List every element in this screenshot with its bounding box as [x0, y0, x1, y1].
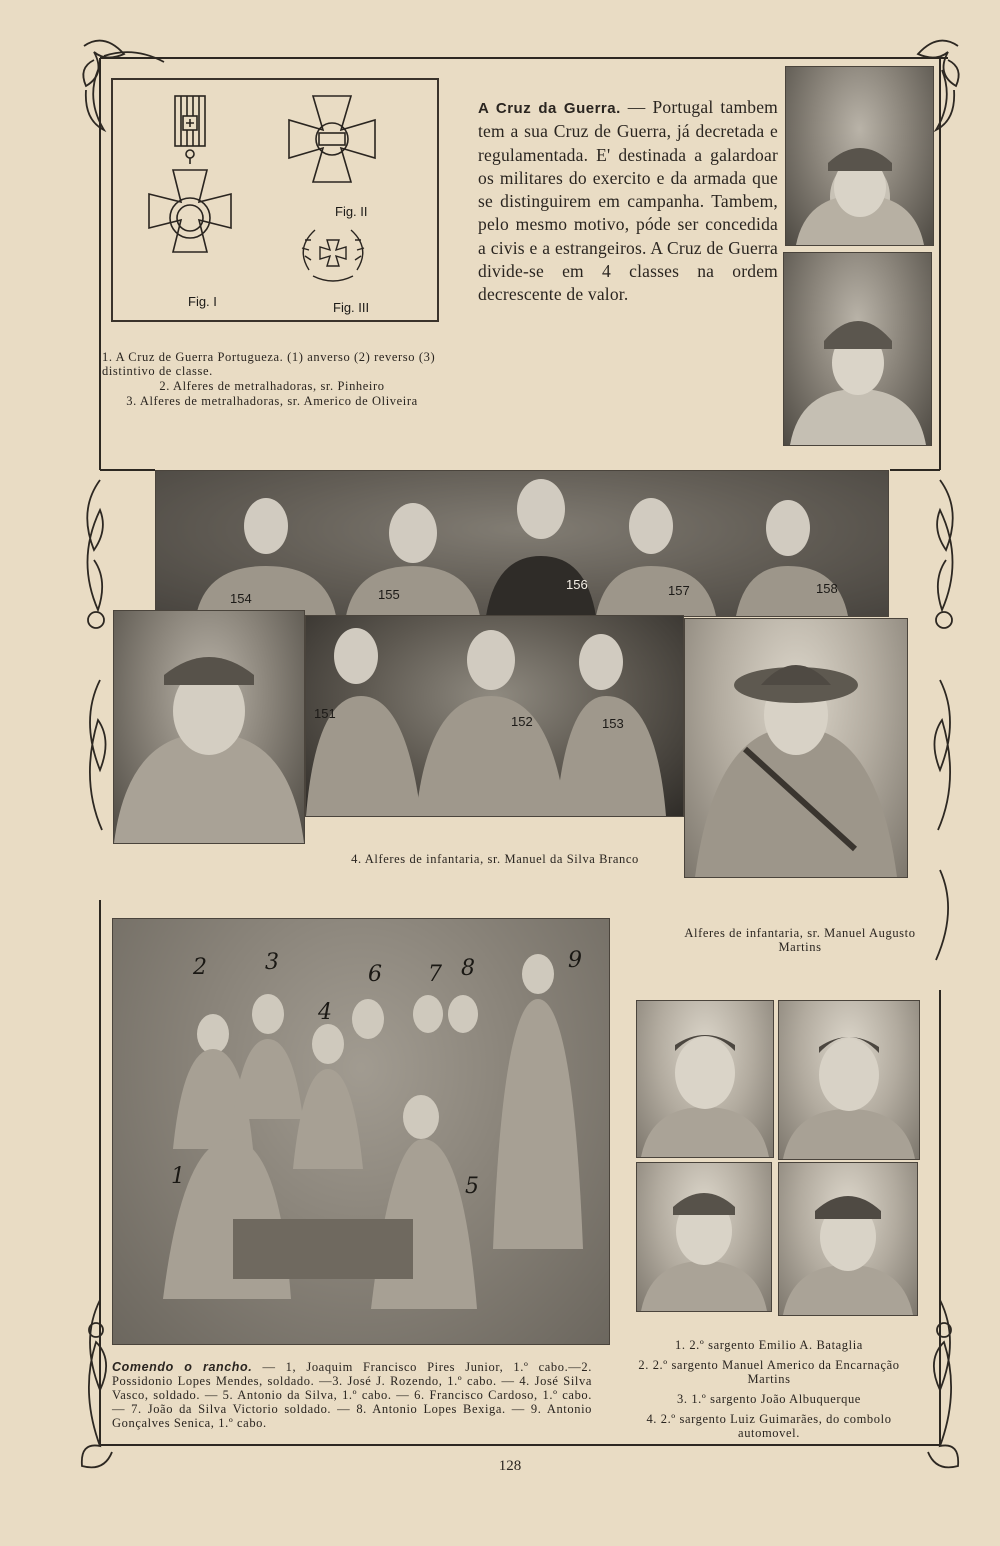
portrait-photo-manuel-americo-martins — [778, 1000, 920, 1160]
rancho-number-9: 9 — [568, 948, 582, 973]
medal-caption-line-2: 2. Alferes de metralhadoras, sr. Pinheiro — [159, 379, 385, 393]
page-number: 128 — [498, 1458, 522, 1474]
sargentos-caption-line-1: 1. 2.º sargento Emilio A. Bataglia — [675, 1338, 863, 1352]
portrait-photo-manuel-augusto-martins — [684, 618, 908, 878]
cross-reverse-icon — [289, 96, 375, 182]
sargentos-caption — [624, 1338, 914, 1441]
portrait-photo-luiz-guimaraes — [778, 1162, 918, 1316]
group-photo-officers — [155, 470, 889, 617]
rancho-caption-title: Comendo o rancho. — [112, 1360, 253, 1374]
ornament-bottom-left — [82, 1300, 112, 1467]
group-number-154: 154 — [230, 591, 252, 606]
sargentos-caption-line-4: 4. 2.º sargento Luiz Guimarães, do combolo automovel. — [646, 1412, 892, 1440]
rancho-caption-body: — 1, Joaquim Francisco Pires Junior, 1.º cabo.—2. Possidonio Lopes Mendes, soldado. —3. José J. Rozendo, 1.º cabo. — 4. José Silva Vasco, soldado. — 5. Antonio da Silva, 1.º cabo. — 6. Francisco Cardoso, 1.º cabo. — 7. João da Silva Victorio soldado. — 8. Antonio Lopes Bexiga. — 9. Antonio Gonçalves Senica, 1.º cabo. — [112, 1360, 592, 1430]
sargentos-caption-line-3: 3. 1.º sargento João Albuquerque — [677, 1392, 861, 1406]
cross-obverse-icon — [149, 96, 231, 252]
portrait-photo-pinheiro — [785, 66, 934, 246]
rancho-number-4: 4 — [318, 1000, 332, 1025]
rancho-number-8: 8 — [461, 956, 475, 981]
sargentos-caption-line-2: 2. 2.º sargento Manuel Americo da Encarnação Martins — [638, 1358, 900, 1386]
group-number-155: 155 — [378, 587, 400, 602]
group-number-152: 152 — [511, 714, 533, 729]
article-body: — Portugal tambem tem a sua Cruz de Guerra, já decretada e regulamentada. E' destinada a galardoar os militares do exercito e da armada que se distinguirem em campanha. Tambem, pelo mesmo motivo, póde ser concedida a civis e a estrangeiros. A Cruz de Guerra divide-se em 4 classes na ordem decrescente de valor. — [478, 97, 778, 305]
rancho-number-3: 3 — [265, 950, 279, 975]
fig-3-label: Fig. III — [333, 300, 370, 315]
rancho-group-photo — [112, 918, 610, 1345]
ornament-bottom-right — [928, 1300, 958, 1467]
group-number-153: 153 — [602, 716, 624, 731]
ornament-right-middle — [934, 480, 952, 960]
group-number-157: 157 — [668, 583, 690, 598]
portrait-photo-americo-de-oliveira — [783, 252, 932, 446]
portrait-photo-manuel-da-silva-branco — [113, 610, 305, 844]
rancho-number-2: 2 — [193, 955, 207, 980]
rancho-number-1: 1 — [171, 1164, 185, 1189]
ornament-left-middle — [87, 480, 105, 830]
medal-caption-line-1: 1. A Cruz de Guerra Portugueza. (1) anverso (2) reverso (3) distintivo de classe. — [102, 350, 436, 378]
medal-caption-line-3: 3. Alferes de metralhadoras, sr. Americo de Oliveira — [126, 394, 418, 408]
group-photo-officers-lower — [305, 615, 684, 817]
fig-2-label: Fig. II — [335, 204, 368, 219]
rancho-number-7: 7 — [428, 962, 442, 987]
article-cruz-da-guerra — [478, 96, 778, 307]
medal-illustration-panel — [111, 78, 439, 322]
group-number-158: 158 — [816, 581, 838, 596]
rancho-caption — [112, 1360, 592, 1430]
class-insignia-wreath-icon — [302, 230, 364, 281]
portrait-photo-joao-albuquerque — [636, 1162, 772, 1312]
rancho-number-6: 6 — [368, 962, 382, 987]
caption-manuel-da-silva-branco: 4. Alferes de infantaria, sr. Manuel da Silva Branco — [351, 852, 639, 866]
rancho-number-5: 5 — [465, 1174, 479, 1199]
fig-1-label: Fig. I — [188, 294, 217, 309]
article-lead: A Cruz da Guerra. — [478, 100, 621, 117]
group-number-151: 151 — [314, 706, 336, 721]
portrait-photo-emilio-bataglia — [636, 1000, 774, 1158]
caption-manuel-augusto-martins: Alferes de infantaria, sr. Manuel Augusto Martins — [684, 926, 916, 954]
medal-caption — [102, 350, 442, 409]
group-number-156: 156 — [566, 577, 588, 592]
